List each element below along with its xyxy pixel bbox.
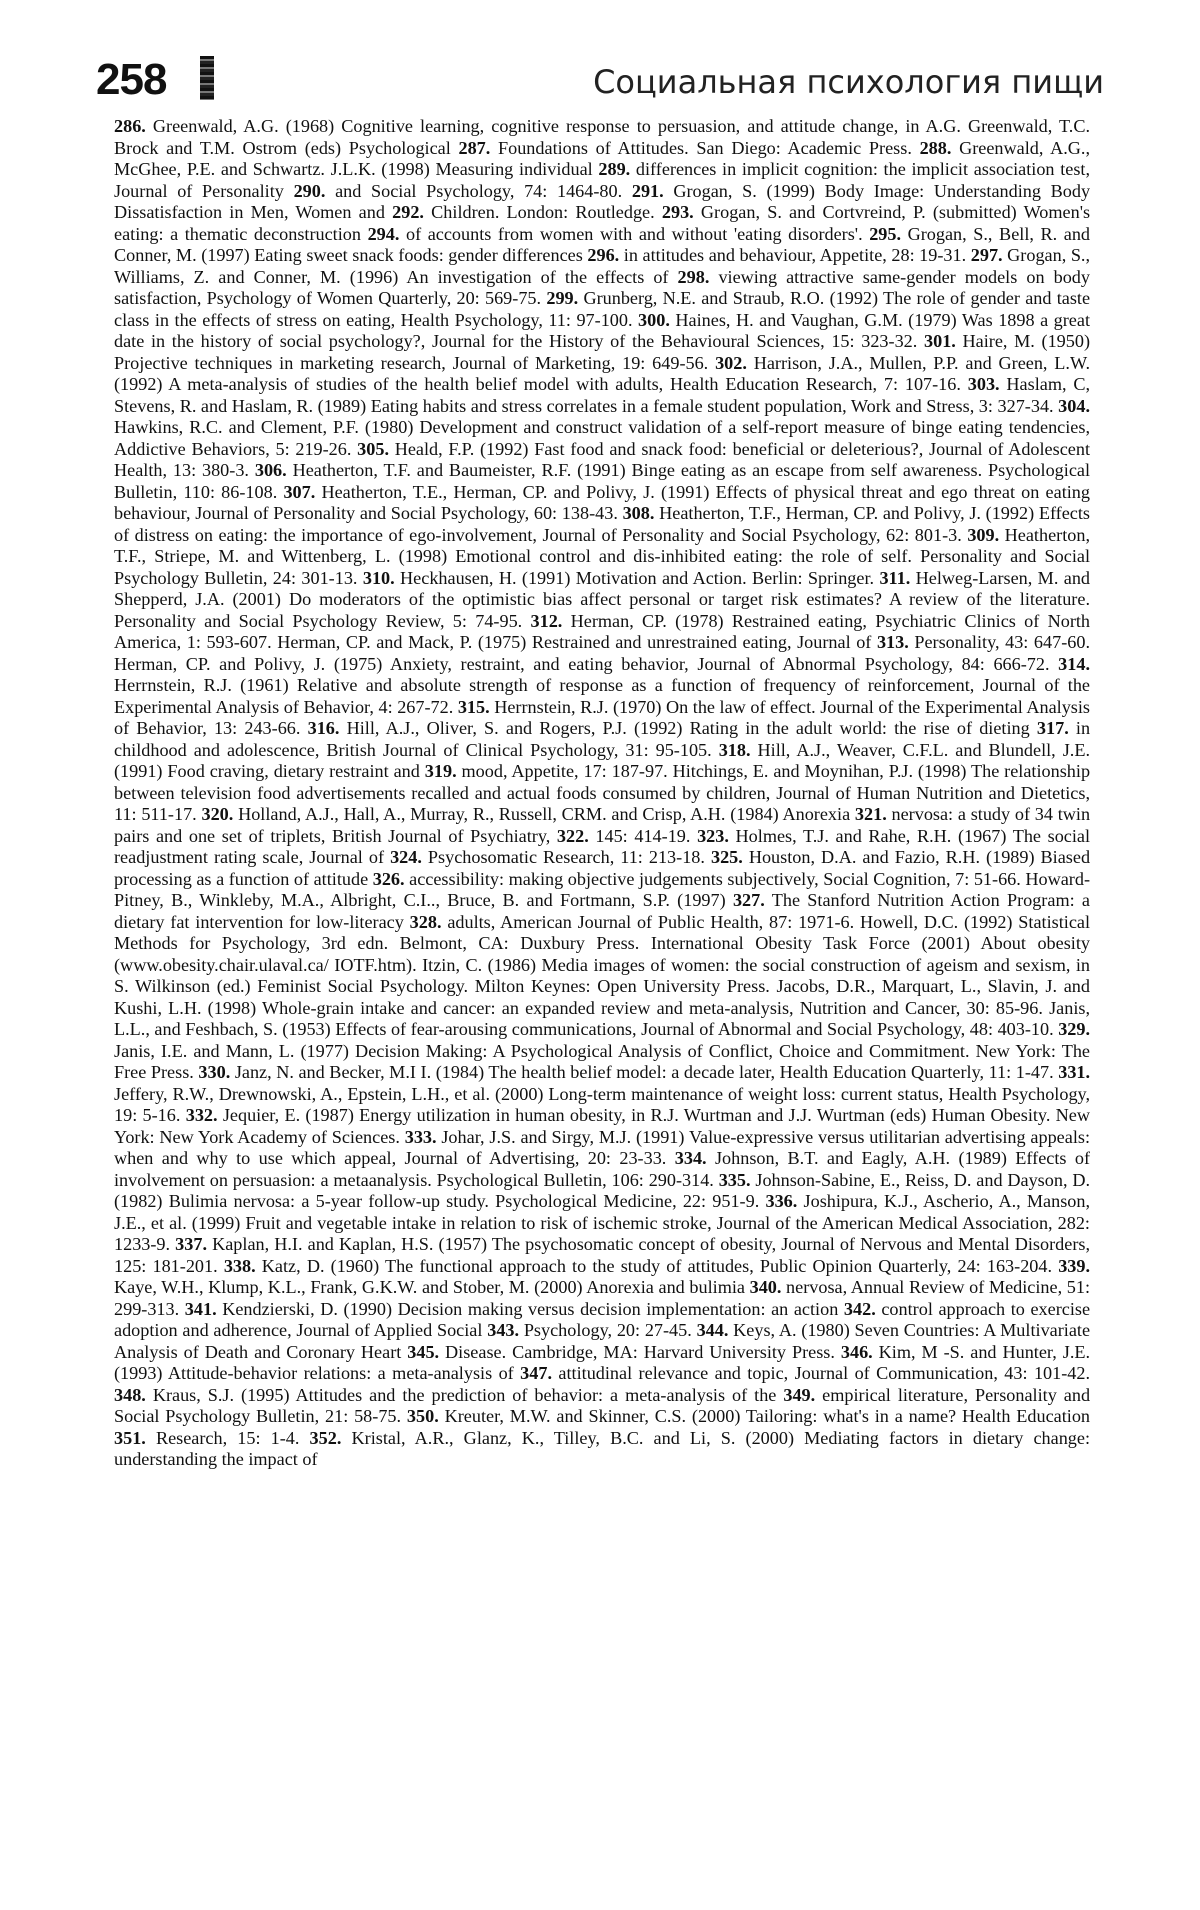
reference-number: 299. bbox=[546, 288, 579, 308]
reference-entry bbox=[114, 1428, 299, 1448]
reference-number: 293. bbox=[661, 202, 694, 222]
reference-number: 311. bbox=[879, 567, 911, 588]
reference-text: nervosa: a study of 34 twin pairs and one set of triplets, British Journal of Psychiatry, bbox=[114, 804, 1090, 846]
reference-number: 336. bbox=[765, 1191, 798, 1211]
reference-number: 316. bbox=[307, 718, 340, 738]
reference-entry bbox=[520, 1363, 1090, 1383]
reference-entry bbox=[368, 224, 863, 244]
reference-text: in attitudes and behaviour, Appetite, 28: 19-31. bbox=[623, 245, 967, 265]
reference-text: control approach to exercise adoption and adherence, Journal of Applied Social bbox=[114, 1298, 1090, 1340]
reference-number: 352. bbox=[309, 1427, 342, 1448]
reference-text: Janis, I.E. and Mann, L. (1977) Decision Making: A Psychological Analysis of Conflict, Choice and Commitment. New York: The Free Press. bbox=[114, 1040, 1090, 1082]
reference-number: 345. bbox=[407, 1341, 440, 1362]
reference-entry bbox=[407, 1406, 1090, 1426]
reference-entry bbox=[557, 826, 691, 846]
reference-text: of accounts from women with and without 'eating disorders'. bbox=[405, 223, 863, 244]
reference-number: 335. bbox=[718, 1169, 751, 1190]
reference-text: Greenwald, A.G. (1968) Cognitive learning, cognitive response to persuasion, and attitude change, in A.G. Greenwald, T.C. Brock and T.M. Ostrom (eds) Psychological bbox=[114, 116, 1090, 158]
reference-text: Hill, A.J., Weaver, C.F.L. and Blundell, J.E. (1991) Food craving, dietary restraint and bbox=[114, 739, 1090, 781]
reference-text: Kaplan, H.I. and Kaplan, H.S. (1957) The psychosomatic concept of obesity, Journal of Nervous and Mental Disorders, 125: 181-201. bbox=[114, 1234, 1090, 1276]
reference-text: Psychosomatic Research, 11: 213-18. bbox=[427, 847, 705, 867]
reference-number: 328. bbox=[409, 911, 442, 932]
reference-number: 320. bbox=[201, 804, 234, 824]
reference-text: accessibility: making objective judgements subjectively, Social Cognition, 7: 51-66. Howard-Pitney, B., Winkleby, M.A., Albright, C.I.., Bruce, B. and Fortmann, S.P. (1997) bbox=[114, 868, 1090, 910]
reference-number: 306. bbox=[254, 460, 287, 480]
reference-text: Haines, H. and Vaughan, G.M. (1979) Was 1898 a great date in the history of social psychology?, Journal for the History of the Behavioural Sciences, 15: 323-32. bbox=[114, 309, 1090, 351]
reference-text: Haire, M. (1950) Projective techniques in marketing research, Journal of Marketing, 19: 649-56. bbox=[114, 331, 1090, 373]
page-number: 258 bbox=[96, 55, 167, 104]
reference-number: 346. bbox=[840, 1341, 873, 1362]
reference-text: Helweg-Larsen, M. and Shepperd, J.A. (2001) Do moderators of the optimistic bias affect personal or target risk estimates? A review of the literature. Personality and Social Psychology Review, 5: 74-95. bbox=[114, 567, 1090, 631]
reference-text: Grunberg, N.E. and Straub, R.O. (1992) The role of gender and taste class in the effects of stress on eating, Health Psychology, 11: 97-100. bbox=[114, 288, 1090, 330]
reference-number: 340. bbox=[749, 1277, 782, 1297]
reference-text: Holland, A.J., Hall, A., Murray, R., Russell, CRM. and Crisp, A.H. (1984) Anorexia bbox=[238, 804, 851, 824]
reference-text: The Stanford Nutrition Action Program: a dietary fat intervention for low-literacy bbox=[114, 890, 1090, 932]
reference-number: 314. bbox=[1058, 653, 1090, 674]
reference-text: Grogan, S., Williams, Z. and Conner, M. (1996) An investigation of the effects of bbox=[114, 245, 1090, 287]
reference-text: Heatherton, T.F., Herman, CP. and Polivy, J. (1992) Effects of distress on eating: the importance of ego-involvement, Journal of Personality and Social Psychology, 62: 801-3. bbox=[114, 503, 1090, 545]
reference-text: Disease. Cambridge, MA: Harvard University Press. bbox=[445, 1341, 835, 1362]
reference-text: Heald, F.P. (1992) Fast food and snack food: beneficial or deleterious?, Journal of Adolescent Health, 13: 380-3. bbox=[114, 438, 1090, 480]
reference-text: Kreuter, M.W. and Skinner, C.S. (2000) Tailoring: what's in a name? Health Education bbox=[444, 1406, 1090, 1426]
reference-text: Children. London: Routledge. bbox=[431, 202, 655, 222]
reference-text: Heatherton, T.E., Herman, CP. and Polivy, J. (1991) Effects of physical threat and ego threat on eating behaviour, Journal of Personality and Social Psychology, 60: 138-43. bbox=[114, 481, 1090, 523]
reference-text: Psychology, 20: 27-45. bbox=[523, 1320, 692, 1340]
header-ornament bbox=[200, 56, 214, 100]
reference-list bbox=[114, 116, 1090, 1886]
reference-number: 321. bbox=[854, 804, 887, 824]
reference-text: Heatherton, T.F. and Baumeister, R.F. (1991) Binge eating as an escape from self awareness. Psychological Bulletin, 110: 86-108. bbox=[114, 460, 1090, 502]
reference-entry bbox=[392, 202, 655, 222]
reference-text: Greenwald, A.G., McGhee, P.E. and Schwartz. J.L.K. (1998) Measuring individual bbox=[114, 137, 1090, 179]
reference-text: Hill, A.J., Oliver, S. and Rogers, P.J. (1992) Rating in the adult world: the rise of dieting bbox=[346, 718, 1030, 738]
reference-number: 304. bbox=[1058, 395, 1090, 416]
reference-number: 289. bbox=[598, 159, 631, 179]
reference-text: nervosa, Annual Review of Medicine, 51: 299-313. bbox=[114, 1277, 1090, 1319]
reference-entry bbox=[114, 1385, 776, 1405]
reference-number: 319. bbox=[424, 761, 457, 781]
reference-text: differences in implicit cognition: the implicit association test, Journal of Personality bbox=[114, 159, 1090, 201]
reference-entry bbox=[407, 1342, 835, 1362]
reference-number: 313. bbox=[876, 632, 909, 652]
reference-entry bbox=[224, 1256, 1052, 1276]
reference-number: 327. bbox=[732, 890, 765, 910]
reference-text: adults, American Journal of Public Health, 87: 1971-6. Howell, D.C. (1992) Statistical Methods for Psychology, 3rd edn. Belmont, CA: Duxbury Press. International Obesity Task Force (2001) About obesity (www.obesity.chair.ulaval.ca/ IOTF.htm). Itzin, C. (1986) Media images of women: the social construction of ageism and sexism, in S. Wilkinson (ed.) Feminist Social Psychology. Milton Keynes: Open University Press. Jacobs, D.R., Marquart, L., Slavin, J. and Kushi, L.H. (1998) Whole-grain intake and cancer: an expanded review and meta-analysis, Nutrition and Cancer, 30: 85-96. Janis, L.L., and Feshbach, S. (1953) Effects of fear-arousing communications, Journal of Abnormal and Social Psychology, 48: 403-10. bbox=[114, 911, 1090, 1039]
reference-text: Johnson-Sabine, E., Reiss, D. and Dayson, D. (1982) Bulimia nervosa: a 5-year follow-up study. Psychological Medicine, 22: 951-9. bbox=[114, 1169, 1090, 1211]
reference-text: Grogan, S., Bell, R. and Conner, M. (1997) Eating sweet snack foods: gender differences bbox=[114, 223, 1090, 265]
reference-number: 291. bbox=[631, 180, 664, 201]
reference-text: Grogan, S. (1999) Body Image: Understanding Body Dissatisfaction in Men, Women and bbox=[114, 180, 1090, 222]
reference-number: 295. bbox=[869, 223, 902, 244]
reference-number: 286. bbox=[114, 116, 146, 136]
reference-entry bbox=[390, 847, 705, 867]
running-title: Социальная психология пищи bbox=[593, 63, 1104, 101]
reference-text: Herman, CP. (1978) Restrained eating, Psychiatric Clinics of North America, 1: 593-607. Herman, CP. and Mack, P. (1975) Restrained and unrestrained eating, Journal of bbox=[114, 610, 1090, 652]
reference-number: 330. bbox=[198, 1062, 231, 1082]
reference-number: 303. bbox=[967, 374, 1000, 394]
reference-entry bbox=[201, 804, 850, 824]
reference-text: attitudinal relevance and topic, Journal of Communication, 43: 101-42. bbox=[558, 1363, 1090, 1383]
reference-number: 310. bbox=[362, 567, 395, 588]
reference-number: 342. bbox=[843, 1298, 876, 1319]
reference-number: 309. bbox=[967, 524, 1000, 545]
reference-text: Kim, M -S. and Hunter, J.E. (1993) Attitude-behavior relations: a meta-analysis of bbox=[114, 1341, 1090, 1383]
reference-number: 305. bbox=[357, 438, 389, 459]
reference-text: Jeffery, R.W., Drewnowski, A., Epstein, L.H., et al. (2000) Long-term maintenance of weight loss: current status, Health Psychology, 19: 5-16. bbox=[114, 1083, 1090, 1125]
reference-number: 341. bbox=[184, 1298, 217, 1319]
reference-number: 347. bbox=[520, 1363, 552, 1383]
reference-text: Kendzierski, D. (1990) Decision making versus decision implementation: an action bbox=[222, 1298, 839, 1319]
reference-text: Johar, J.S. and Sirgy, M.J. (1991) Value-expressive versus utilitarian advertising appeals: when and why to use which appeal, Journal of Advertising, 20: 23-33. bbox=[114, 1126, 1090, 1168]
reference-text: mood, Appetite, 17: 187-97. Hitchings, E. and Moynihan, P.J. (1998) The relationship between television food advertisements recalled and actual foods consumed by children, Journal of Human Nutrition and Dietetics, 11: 511-17. bbox=[114, 761, 1090, 824]
reference-number: 287. bbox=[458, 137, 491, 158]
reference-text: Research, 15: 1-4. bbox=[155, 1427, 300, 1448]
reference-number: 348. bbox=[114, 1384, 146, 1405]
reference-number: 301. bbox=[924, 331, 956, 351]
reference-text: Harrison, J.A., Mullen, P.P. and Green, L.W. (1992) A meta-analysis of studies of the health belief model with adults, Health Education Research, 7: 107-16. bbox=[114, 352, 1090, 394]
reference-entry bbox=[185, 1299, 839, 1319]
reference-number: 337. bbox=[175, 1234, 207, 1254]
reference-number: 338. bbox=[223, 1255, 256, 1276]
reference-number: 329. bbox=[1058, 1019, 1090, 1039]
reference-text: in childhood and adolescence, British Journal of Clinical Psychology, 31: 95-105. bbox=[114, 718, 1090, 760]
reference-entry bbox=[587, 245, 966, 265]
reference-number: 308. bbox=[622, 503, 655, 523]
reference-number: 349. bbox=[783, 1384, 816, 1405]
reference-text: empirical literature, Personality and Social Psychology Bulletin, 21: 58-75. bbox=[114, 1384, 1090, 1426]
reference-number: 307. bbox=[283, 481, 316, 502]
reference-text: Haslam, C, Stevens, R. and Haslam, R. (1989) Eating habits and stress correlates in a female student population, Work and Stress, 3: 327-34. bbox=[114, 374, 1090, 416]
reference-number: 332. bbox=[185, 1105, 218, 1125]
reference-text: Kaye, W.H., Klump, K.L., Frank, G.K.W. and Stober, M. (2000) Anorexia and bulimia bbox=[114, 1277, 745, 1297]
reference-entry bbox=[363, 568, 874, 588]
reference-number: 343. bbox=[487, 1320, 520, 1340]
reference-text: Holmes, T.J. and Rahe, R.H. (1967) The social readjustment rating scale, Journal of bbox=[114, 825, 1090, 867]
reference-text: Hawkins, R.C. and Clement, P.F. (1980) Development and construct validation of a self-report measure of binge eating tendencies, Addictive Behaviors, 5: 219-26. bbox=[114, 417, 1090, 459]
reference-number: 325. bbox=[710, 847, 743, 867]
reference-text: Foundations of Attitudes. San Diego: Academic Press. bbox=[498, 137, 912, 158]
reference-number: 351. bbox=[114, 1427, 146, 1448]
reference-text: Personality, 43: 647-60. Herman, CP. and Polivy, J. (1975) Anxiety, restraint, and eating behavior, Journal of Abnormal Psychology, 84: 666-72. bbox=[114, 632, 1090, 674]
reference-text: Herrnstein, R.J. (1970) On the law of effect. Journal of the Experimental Analysis of Behavior, 13: 243-66. bbox=[114, 696, 1090, 738]
reference-number: 302. bbox=[715, 352, 747, 373]
reference-entry bbox=[198, 1062, 1053, 1082]
reference-number: 315. bbox=[457, 696, 490, 717]
reference-text: 145: 414-19. bbox=[595, 825, 691, 846]
reference-text: Heckhausen, H. (1991) Motivation and Action. Berlin: Springer. bbox=[400, 567, 875, 588]
reference-text: Janz, N. and Becker, M.I I. (1984) The health belief model: a decade later, Health Education Quarterly, 11: 1-47. bbox=[234, 1062, 1054, 1082]
reference-number: 312. bbox=[530, 610, 563, 631]
page-header bbox=[96, 52, 1104, 108]
reference-number: 317. bbox=[1036, 718, 1069, 738]
reference-number: 344. bbox=[696, 1320, 729, 1340]
reference-number: 288. bbox=[919, 137, 952, 158]
reference-text: Jequier, E. (1987) Energy utilization in human obesity, in R.J. Wurtman and J.J. Wurtman (eds) Human Obesity. New York: New York Academy of Sciences. bbox=[114, 1105, 1090, 1147]
reference-number: 334. bbox=[674, 1148, 707, 1168]
reference-number: 333. bbox=[404, 1126, 437, 1147]
reference-number: 292. bbox=[392, 202, 424, 222]
reference-number: 297. bbox=[970, 245, 1003, 265]
reference-number: 318. bbox=[718, 739, 751, 760]
reference-text: Kristal, A.R., Glanz, K., Tilley, B.C. and Li, S. (2000) Mediating factors in dietary change: understanding the impact of bbox=[114, 1427, 1090, 1469]
reference-text: Katz, D. (1960) The functional approach to the study of attitudes, Public Opinion Quarterly, 24: 163-204. bbox=[261, 1255, 1053, 1276]
reference-number: 323. bbox=[697, 825, 729, 846]
reference-number: 339. bbox=[1058, 1255, 1090, 1276]
reference-number: 322. bbox=[556, 825, 589, 846]
reference-text: viewing attractive same-gender models on body satisfaction, Psychology of Women Quarterly, 20: 569-75. bbox=[114, 266, 1090, 308]
reference-text: Keys, A. (1980) Seven Countries: A Multivariate Analysis of Death and Coronary Heart bbox=[114, 1320, 1090, 1362]
reference-entry bbox=[294, 181, 623, 201]
reference-text: Houston, D.A. and Fazio, R.H. (1989) Biased processing as a function of attitude bbox=[114, 847, 1090, 889]
reference-text: Herrnstein, R.J. (1961) Relative and absolute strength of response as a function of frequency of reinforcement, Journal of the Experimental Analysis of Behavior, 4: 267-72. bbox=[114, 675, 1090, 717]
reference-text: and Social Psychology, 74: 1464-80. bbox=[335, 180, 623, 201]
reference-text: Kraus, S.J. (1995) Attitudes and the prediction of behavior: a meta-analysis of the bbox=[152, 1384, 777, 1405]
reference-number: 326. bbox=[372, 868, 405, 889]
reference-text: Joshipura, K.J., Ascherio, A., Manson, J.E., et al. (1999) Fruit and vegetable intake in relation to risk of ischemic stroke, Journal of the American Medical Association, 282: 1233-9. bbox=[114, 1191, 1090, 1254]
reference-number: 296. bbox=[587, 245, 620, 265]
reference-number: 294. bbox=[367, 223, 400, 244]
reference-entry bbox=[487, 1320, 692, 1340]
reference-number: 324. bbox=[390, 847, 422, 867]
reference-entry bbox=[308, 718, 1030, 738]
reference-entry bbox=[458, 138, 911, 158]
reference-number: 298. bbox=[677, 266, 710, 287]
reference-number: 290. bbox=[293, 180, 326, 201]
reference-number: 350. bbox=[406, 1406, 439, 1426]
reference-text: Grogan, S. and Cortvreind, P. (submitted) Women's eating: a thematic deconstruction bbox=[114, 202, 1090, 244]
reference-number: 300. bbox=[638, 309, 670, 330]
reference-text: Johnson, B.T. and Eagly, A.H. (1989) Effects of involvement on persuasion: a metaanalysis. Psychological Bulletin, 106: 290-314. bbox=[114, 1148, 1090, 1190]
reference-text: Heatherton, T.F., Striepe, M. and Wittenberg, L. (1998) Emotional control and dis-inhibited eating: the role of self. Personality and Social Psychology Bulletin, 24: 301-13. bbox=[114, 524, 1090, 588]
reference-number: 331. bbox=[1058, 1062, 1090, 1082]
